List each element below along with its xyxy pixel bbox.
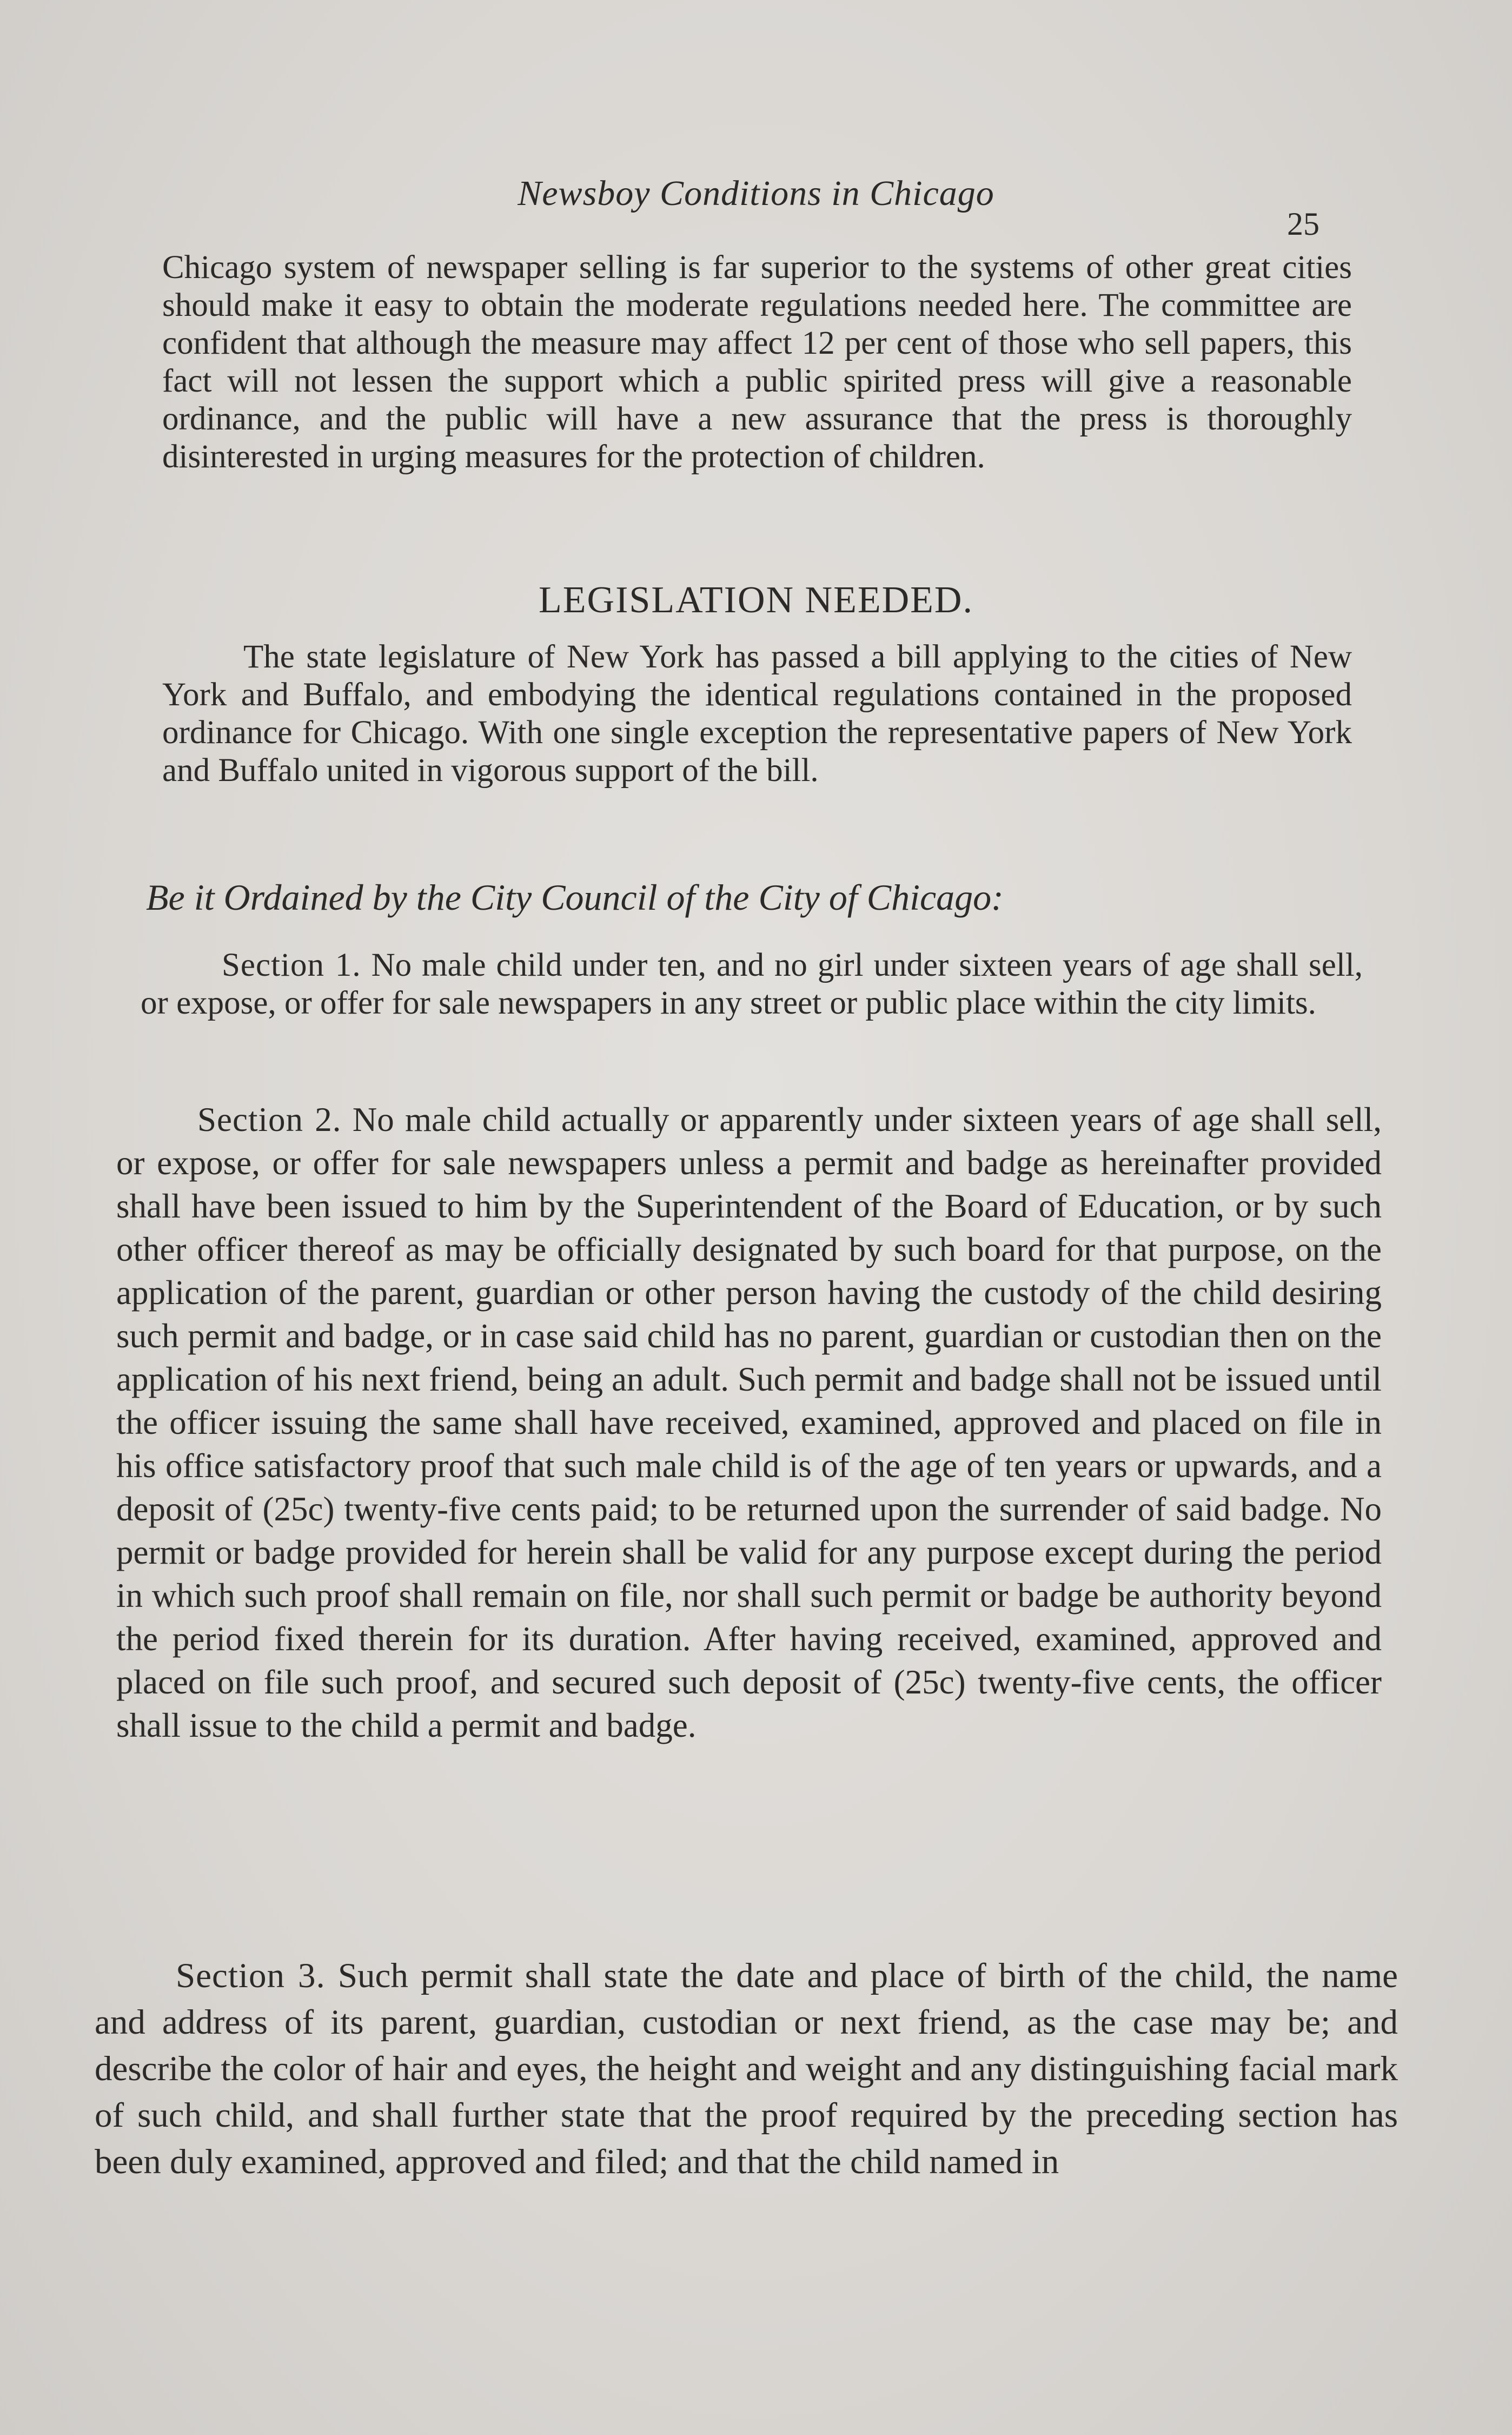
intro-text: Chicago system of newspaper selling is far superior to the systems of other great cities should make it easy to obtain the moderate regulations needed here. The committee are confident that although the measure may affect 12 per cent of those who sell papers, this fact will not lessen the support which a public spirited press will give a reasonable ordinance, and the public will have a new assurance that the press is thoroughly disinterested in urging measures for the protection of children. [162, 249, 1352, 475]
section-heading: LEGISLATION NEEDED. [539, 579, 973, 621]
ordinance-section-1 [141, 947, 1363, 1022]
section-3-label: Section 3. [176, 1956, 326, 1995]
page-number: 25 [1287, 206, 1319, 242]
section-2-text: No male child actually or apparently under sixteen years of age shall sell, or expose, or offer for sale newspapers unless a permit and badge as hereinafter provided shall have been issued to him by the Superintendent of the Board of Education, or by such other officer thereof as may be officially designated by such board for that purpose, on the application of the parent, guardian or other person having the custody of the child desiring such permit and badge, or in case said child has no parent, guardian or custodian then on the application of his next friend, being an adult. Such permit and badge shall not be issued until the officer issuing the same shall have received, examined, approved and placed on file in his office satisfactory proof that such male child is of the age of ten years or upwards, and a deposit of (25c) twenty-five cents paid; to be returned upon the surrender of said badge. No permit or badge provided for herein shall be valid for any purpose except during the period in which such proof shall remain on file, nor shall such permit or badge be authority beyond the period fixed therein for its duration. After having received, examined, approved and placed on file such proof, and secured such deposit of (25c) twenty-five cents, the officer shall issue to the child a permit and badge. [116, 1101, 1382, 1744]
section-1-label: Section 1. [222, 947, 361, 983]
legislation-paragraph [162, 638, 1352, 790]
ordinance-section-2 [116, 1098, 1382, 1747]
section-2-label: Section 2. [197, 1101, 342, 1139]
ordinance-section-3 [95, 1953, 1398, 2185]
enacting-clause: Be it Ordained by the City Council of the City of Chicago: [146, 877, 1004, 918]
legislation-text: The state legislature of New York has passed a bill applying to the cities of New York and Buffalo, and embodying the identical regulations contained in the proposed ordinance for Chicago. With one single exception the representative papers of New York and Buffalo united in vigorous support of the bill. [162, 639, 1352, 789]
intro-paragraph [162, 249, 1352, 476]
section-1-text: No male child under ten, and no girl under sixteen years of age shall sell, or expose, or offer for sale newspapers in any street or public place within the city limits. [141, 947, 1363, 1021]
running-title: Newsboy Conditions in Chicago [518, 174, 994, 213]
section-3-text: Such permit shall state the date and place of birth of the child, the name and address of its parent, guardian, custodian or next friend, as the case may be; and describe the color of hair and eyes, the height and weight and any distinguishing facial mark of such child, and shall further state that the proof required by the preceding section has been duly examined, approved and filed; and that the child named in [95, 1956, 1398, 2181]
